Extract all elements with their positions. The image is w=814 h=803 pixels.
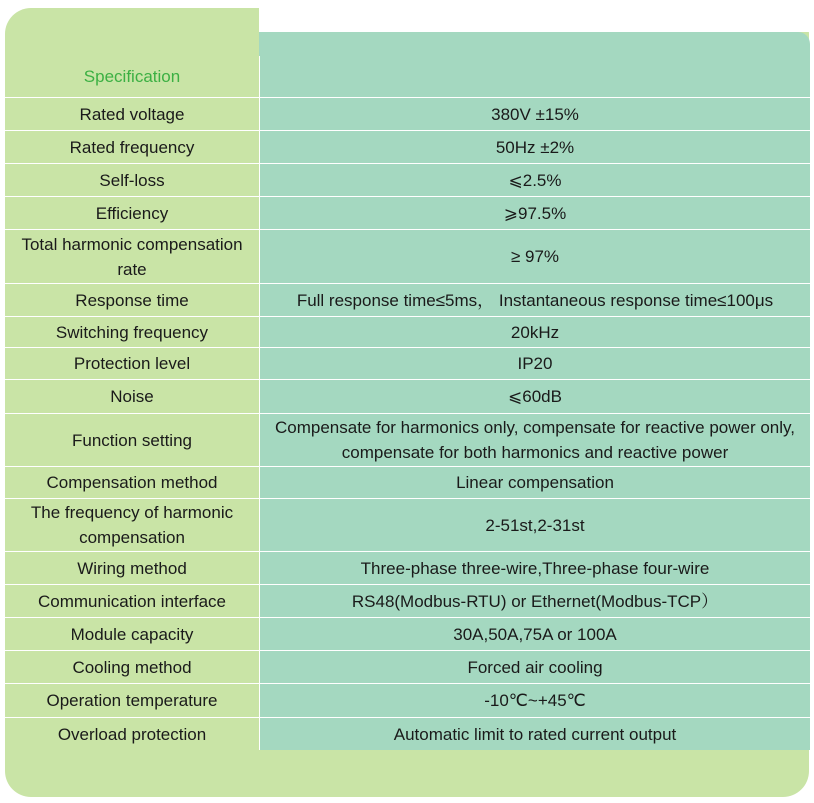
row-value: IP20 xyxy=(259,348,810,379)
row-label: Overload protection xyxy=(5,718,259,750)
table-row xyxy=(5,348,810,380)
value-column-header xyxy=(259,32,810,56)
row-value: Automatic limit to rated current output xyxy=(259,718,810,750)
row-label: Protection level xyxy=(5,348,259,379)
row-label: Function setting xyxy=(5,414,259,466)
row-label: Self-loss xyxy=(5,164,259,196)
row-label: Noise xyxy=(5,380,259,413)
table-row xyxy=(5,499,810,552)
table-row xyxy=(5,651,810,684)
table-row xyxy=(5,684,810,718)
table-row xyxy=(5,552,810,585)
table-row xyxy=(5,164,810,197)
row-label: Cooling method xyxy=(5,651,259,683)
row-value: Compensate for harmonics only, compensate for reactive power only, compensate for both harmonics and reactive power xyxy=(259,414,810,466)
row-label: Response time xyxy=(5,284,259,316)
row-label: Module capacity xyxy=(5,618,259,650)
spec-title-cell xyxy=(5,56,259,97)
table-row xyxy=(5,585,810,618)
table-row xyxy=(5,380,810,414)
row-value: 20kHz xyxy=(259,317,810,347)
table-row xyxy=(5,197,810,230)
row-label: Compensation method xyxy=(5,467,259,498)
table-row xyxy=(5,98,810,131)
row-value: 30A,50A,75A or 100A xyxy=(259,618,810,650)
header-value-cell xyxy=(259,56,810,97)
row-label: Rated frequency xyxy=(5,131,259,163)
row-label: The frequency of harmonic compensation xyxy=(5,499,259,551)
table-row xyxy=(5,467,810,499)
row-value: ⩾97.5% xyxy=(259,197,810,229)
spec-table xyxy=(5,56,810,750)
spec-title: Specification xyxy=(83,67,181,86)
card-notch xyxy=(259,8,814,32)
row-value: ⩽2.5% xyxy=(259,164,810,196)
row-value: ⩽60dB xyxy=(259,380,810,413)
row-label: Switching frequency xyxy=(5,317,259,347)
row-label: Rated voltage xyxy=(5,98,259,130)
table-row xyxy=(5,618,810,651)
row-label: Total harmonic compensation rate xyxy=(5,230,259,283)
row-value: ≥ 97% xyxy=(259,230,810,283)
row-value: Linear compensation xyxy=(259,467,810,498)
row-label: Operation temperature xyxy=(5,684,259,717)
table-header-row xyxy=(5,56,810,98)
table-row xyxy=(5,131,810,164)
row-value: -10℃~+45℃ xyxy=(259,684,810,717)
row-label: Wiring method xyxy=(5,552,259,584)
row-label: Communication interface xyxy=(5,585,259,617)
table-row xyxy=(5,414,810,467)
row-value: Forced air cooling xyxy=(259,651,810,683)
row-value: RS48(Modbus-RTU) or Ethernet(Modbus-TCP） xyxy=(259,585,810,617)
table-row xyxy=(5,230,810,284)
row-label: Efficiency xyxy=(5,197,259,229)
row-value: 2-51st,2-31st xyxy=(259,499,810,551)
table-row xyxy=(5,284,810,317)
row-value: 380V ±15% xyxy=(259,98,810,130)
row-value: Full response time≤5ms， Instantaneous response time≤100μs xyxy=(259,284,810,316)
row-value: 50Hz ±2% xyxy=(259,131,810,163)
table-row xyxy=(5,718,810,750)
row-value: Three-phase three-wire,Three-phase four-wire xyxy=(259,552,810,584)
table-row xyxy=(5,317,810,348)
